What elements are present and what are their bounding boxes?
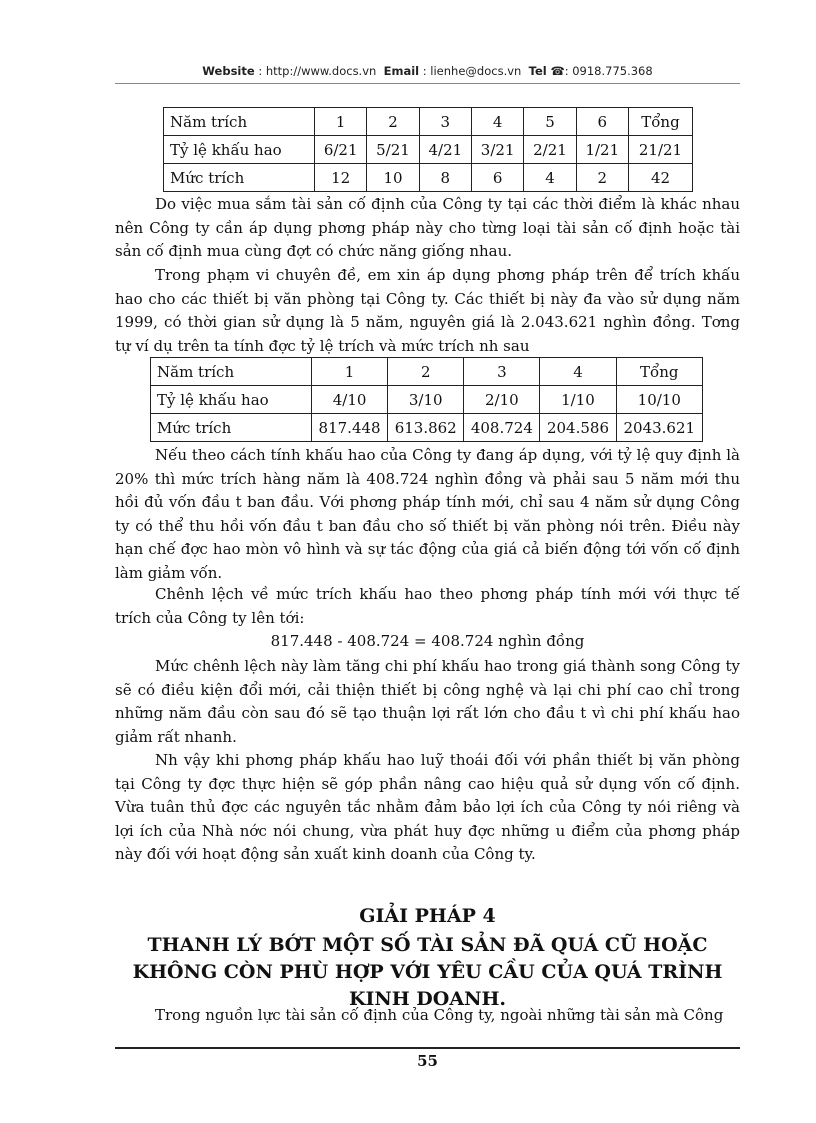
table-cell: 2: [388, 358, 464, 386]
website-link[interactable]: : http://www.docs.vn: [258, 64, 377, 78]
website-label: Website: [202, 64, 255, 78]
depreciation-table-6-years: [163, 107, 693, 192]
table-cell: 3: [464, 358, 540, 386]
table-cell: Tổng: [628, 108, 692, 136]
table-cell: 204.586: [540, 414, 616, 442]
table-cell: Tổng: [616, 358, 702, 386]
table-cell: 4/21: [419, 136, 471, 164]
paragraph-2: Trong phạm vi chuyên đề, em xin áp dụng phơng pháp trên để trích khấu hao cho các thiết bị văn phòng tại Công ty. Các thiết bị này đa vào sử dụng năm 1999, có thời gian sử dụng là 5 năm, nguyên giá là 2.043.621 nghìn đồng. Tơng tự ví dụ trên ta tính đợc tỷ lệ trích và mức trích nh sau: [115, 266, 740, 355]
table-cell: 6/21: [315, 136, 367, 164]
table-row: [151, 386, 703, 414]
table-cell: 2/10: [464, 386, 540, 414]
table-row: [151, 358, 703, 386]
table-row: [151, 414, 703, 442]
email-label: Email: [383, 64, 420, 78]
table-cell: 3: [419, 108, 471, 136]
table-cell: 3/21: [471, 136, 523, 164]
table-cell: 6: [576, 108, 628, 136]
table-cell: 2/21: [524, 136, 576, 164]
table-cell: Tỷ lệ khấu hao: [151, 386, 312, 414]
table-cell: 10: [367, 164, 419, 192]
table-cell: 1/10: [540, 386, 616, 414]
table-cell: 4/10: [312, 386, 388, 414]
table-cell: 4: [540, 358, 616, 386]
table-cell: 2: [576, 164, 628, 192]
table-cell: 6: [471, 164, 523, 192]
table-cell: 3/10: [388, 386, 464, 414]
table-cell: 2043.621: [616, 414, 702, 442]
table-cell: Năm trích: [164, 108, 315, 136]
page-header: [115, 64, 740, 78]
phone-icon: ☎: [550, 64, 565, 78]
table-cell: 1: [315, 108, 367, 136]
table-cell: 5: [524, 108, 576, 136]
table-cell: 8: [419, 164, 471, 192]
table-cell: 408.724: [464, 414, 540, 442]
table-cell: 5/21: [367, 136, 419, 164]
paragraph-3: Nếu theo cách tính khấu hao của Công ty đang áp dụng, với tỷ lệ quy định là 20% thì mức trích hàng năm là 408.724 nghìn đồng và phải sau 5 năm mới thu hồi đủ vốn đầu t ban đầu. Với phơng pháp tính mới, chỉ sau 4 năm sử dụng Công ty có thể thu hồi vốn đầu t ban đầu cho số thiết bị văn phòng nói trên. Điều này hạn chế đợc hao mòn vô hình và sự tác động của giá cả biến động tới vốn cố định làm giảm vốn.: [115, 446, 740, 582]
paragraph-4: Chênh lệch về mức trích khấu hao theo phơng pháp tính mới với thực tế trích của Công ty lên tới:: [115, 585, 740, 627]
table-cell: 1: [312, 358, 388, 386]
table-cell: 613.862: [388, 414, 464, 442]
table-cell: 4: [524, 164, 576, 192]
table-row: [164, 136, 693, 164]
table-cell: 42: [628, 164, 692, 192]
depreciation-table-4-years: [150, 357, 703, 442]
paragraph-5: Mức chênh lệch này làm tăng chi phí khấu hao trong giá thành song Công ty sẽ có điều kiện đổi mới, cải thiện thiết bị công nghệ và lại chi phí cao chỉ trong những năm đầu còn sau đó sẽ tạo thuận lợi rất lớn cho đầu t vì chi phí khấu hao giảm rất nhanh.: [115, 657, 740, 746]
table-cell: Năm trích: [151, 358, 312, 386]
table-cell: Tỷ lệ khấu hao: [164, 136, 315, 164]
paragraph-7: Trong nguồn lực tài sản cố định của Công ty, ngoài những tài sản mà Công: [155, 1006, 724, 1024]
section-number: GIẢI PHÁP 4: [359, 905, 496, 927]
header-divider: [115, 83, 740, 84]
paragraph-1: Do việc mua sắm tài sản cố định của Công ty tại các thời điểm là khác nhau nên Công ty cần áp dụng phơng pháp này cho từng loại tài sản cố định hoặc tài sản cố định mua cùng đợt có chức năng giống nhau.: [115, 195, 740, 260]
tel-label: Tel: [528, 64, 547, 78]
table-row: [164, 108, 693, 136]
table-cell: Mức trích: [164, 164, 315, 192]
table-cell: 1/21: [576, 136, 628, 164]
table-cell: Mức trích: [151, 414, 312, 442]
table-cell: 2: [367, 108, 419, 136]
formula: 817.448 - 408.724 = 408.724 nghìn đồng: [270, 632, 585, 650]
table-cell: 12: [315, 164, 367, 192]
table-cell: 4: [471, 108, 523, 136]
email-link[interactable]: : lienhe@docs.vn: [422, 64, 522, 78]
footer-divider: [115, 1047, 740, 1049]
section-title: THANH LÝ BỚT MỘT SỐ TÀI SẢN ĐÃ QUÁ CŨ HOẶC KHÔNG CÒN PHÙ HỢP VỚI YÊU CẦU CỦA QUÁ TRÌNH KINH DOANH.: [132, 934, 723, 1010]
table-cell: 10/10: [616, 386, 702, 414]
paragraph-6: Nh vậy khi phơng pháp khấu hao luỹ thoái đối với phần thiết bị văn phòng tại Công ty đợc thực hiện sẽ góp phần nâng cao hiệu quả sử dụng vốn cố định. Vừa tuân thủ đợc các nguyên tắc nhằm đảm bảo lợi ích của Công ty nói riêng và lợi ích của Nhà nớc nói chung, vừa phát huy đợc những u điểm của phơng pháp này đối với hoạt động sản xuất kinh doanh của Công ty.: [115, 751, 740, 863]
tel-value: : 0918.775.368: [564, 64, 653, 78]
table-cell: 817.448: [312, 414, 388, 442]
page-number: 55: [417, 1052, 438, 1070]
table-cell: 21/21: [628, 136, 692, 164]
table-row: [164, 164, 693, 192]
